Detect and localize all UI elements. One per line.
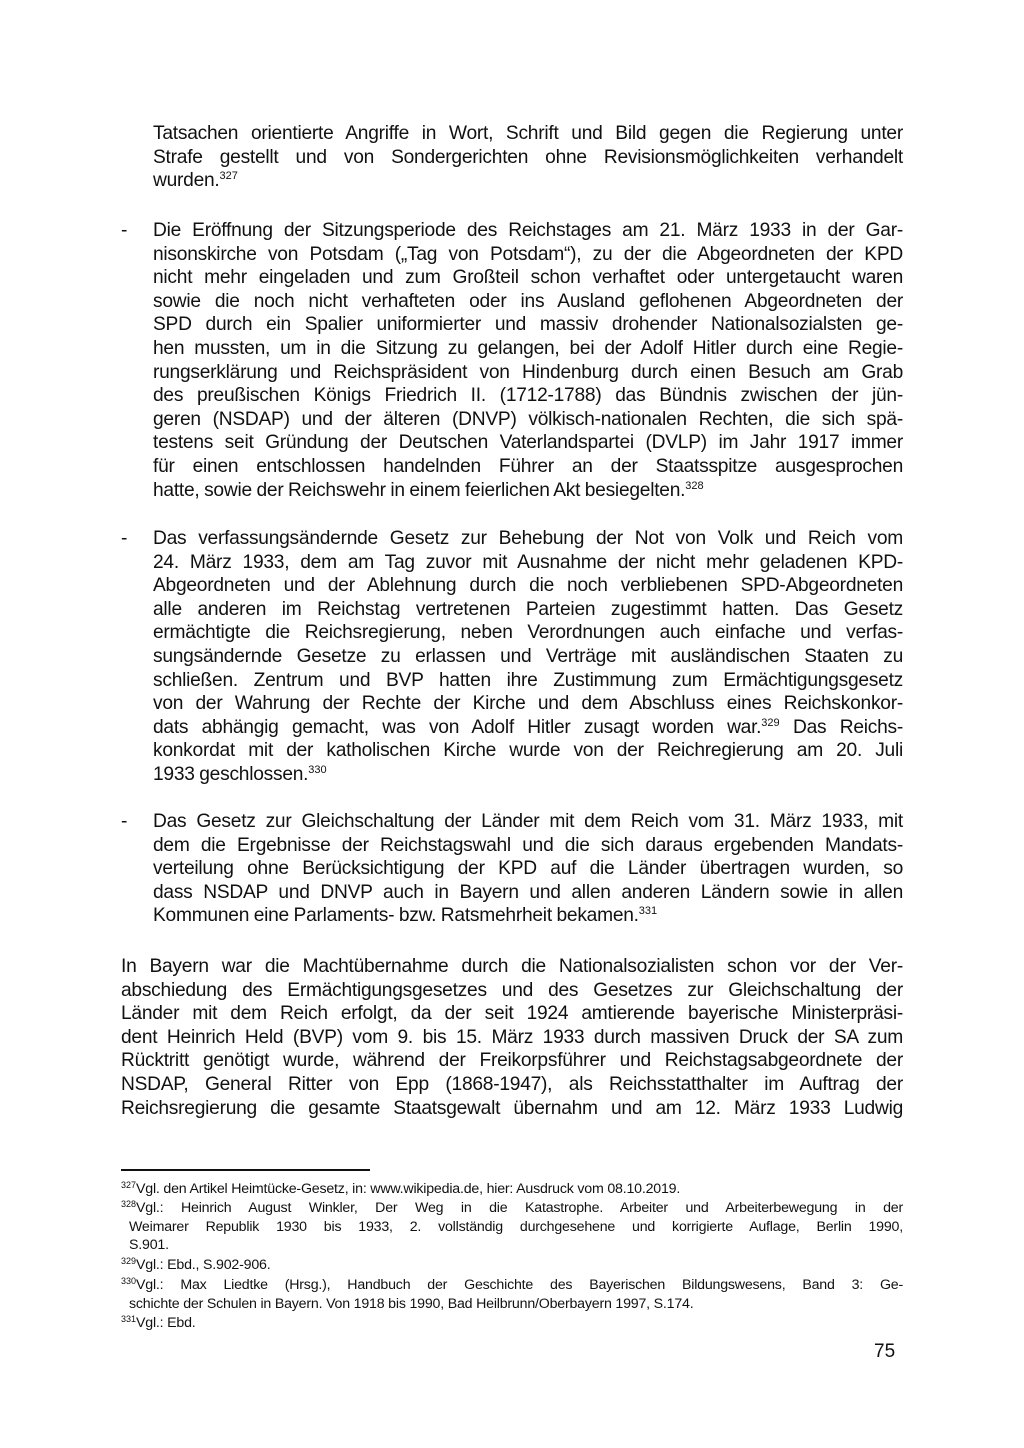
footnote: $^{327}$Vgl. den Artikel Heimtücke-Gesetz, in: www.wikipedia.de, hier: Ausdruck vom 08.10.2019. (121, 1180, 681, 1197)
text-line: von der Wahrung der Rechte der Kirche und dem Abschluss eines Reichskonkor- (153, 693, 903, 715)
bullet-item (153, 219, 903, 502)
text-line: 1933 geschlossen.$^{330}$ (153, 763, 327, 785)
text-line: testens seit Gründung der Deutschen Vaterlandspartei (DVLP) im Jahr 1917 immer (153, 432, 903, 454)
footnote-ref[interactable]: 328 (685, 479, 704, 492)
text-line: Strafe gestellt und von Sondergerichten ohne Revisionsmöglichkeiten verhandelt (153, 146, 903, 168)
text-line: alle anderen im Reichstag vertretenen Parteien zugestimmt hatten. Das Gesetz (153, 598, 903, 620)
text-line: Abgeordneten und der Ablehnung durch die noch verbliebenen SPD-Abgeordneten (153, 575, 903, 597)
text-line: rungserklärung und Reichspräsident von Hindenburg durch einen Besuch am Grab (153, 361, 903, 383)
text-line: hatte, sowie der Reichswehr in einem feierlichen Akt besiegelten.$^{328}$ (153, 479, 704, 501)
bullet-item (153, 527, 903, 787)
footnote-number: 329 (121, 1256, 137, 1266)
text-line: SPD durch ein Spalier uniformierter und massiv drohender Nationalsozialsten ge- (153, 314, 903, 336)
page-number: 75 (874, 1341, 896, 1362)
text-line: konkordat mit der katholischen Kirche wurde von der Reichregierung am 20. Juli (153, 740, 903, 762)
text-line: dats abhängig gemacht, was von Adolf Hitler zusagt worden war.$^{329}$ Das Reichs- (153, 716, 903, 738)
text-line: abschiedung des Ermächtigungsgesetzes und des Gesetzes zur Gleichschaltung der (121, 979, 903, 1001)
footnote-number: 327 (121, 1180, 137, 1190)
footnote-number: 328 (121, 1199, 137, 1209)
bullet-marker: - (121, 220, 128, 241)
text-line: NSDAP, General Ritter von Epp (1868-1947), als Reichsstatthalter im Auftrag der (121, 1073, 903, 1095)
text-line: Länder mit dem Reich erfolgt, da der seit 1924 amtierende bayerische Ministerpräsi- (121, 1003, 903, 1025)
footnote: $^{329}$Vgl.: Ebd., S.902-906. (121, 1256, 271, 1273)
footnote: $^{330}$Vgl.: Max Liedtke (Hrsg.), Handbuch der Geschichte des Bayerischen Bildungswesens, Band 3: Ge- schichte der Schulen in Bayern. Von 1918 bis 1990, Bad Heilbrunn/Oberbayern 1997, S.174. (121, 1276, 903, 1312)
text-line: Tatsachen orientierte Angriffe in Wort, Schrift und Bild gegen die Regierung unter (153, 123, 903, 144)
text-line: Reichsregierung die gesamte Staatsgewalt übernahm und am 12. März 1933 Ludwig (121, 1097, 903, 1119)
footnote-ref[interactable]: 327 (219, 170, 238, 183)
text-line: verteilung ohne Berücksichtigung der KPD auf die Länder übertragen wurden, so (153, 858, 903, 880)
text-line: sowie die noch nicht verhafteten oder ins Ausland geflohenen Abgeordneten der (153, 290, 903, 312)
text-line: wurden.$^{327}$ (153, 170, 238, 192)
text-line: 24. März 1933, dem am Tag zuvor mit Ausnahme der nicht mehr geladenen KPD- (153, 551, 903, 573)
text-line: nicht mehr eingeladen und zum Großteil schon verhaftet oder untergetaucht waren (153, 267, 903, 289)
text-line: In Bayern war die Machtübernahme durch die Nationalsozialisten schon vor der Ver- (121, 956, 903, 977)
footnote-ref[interactable]: 330 (308, 763, 327, 776)
text-line: dass NSDAP und DNVP auch in Bayern und allen anderen Ländern sowie in allen (153, 881, 903, 903)
bullet-marker: - (121, 811, 128, 832)
text-line: Rücktritt genötigt wurde, während der Freikorpsführer und Reichstagsabgeordnete der (121, 1050, 903, 1072)
text-line: dem die Ergebnisse der Reichstagswahl und die sich daraus ergebenden Mandats- (153, 834, 903, 856)
text-line: Das verfassungsändernde Gesetz zur Behebung der Not von Volk und Reich vom (153, 528, 903, 549)
text-line: sungsändernde Gesetze zu erlassen und Verträge mit ausländischen Staaten zu (153, 645, 903, 667)
text-line: nisonskirche von Potsdam („Tag von Potsdam“), zu der die Abgeordneten der KPD (153, 243, 903, 265)
text-line: für einen entschlossen handelnden Führer an der Staatsspitze ausgesprochen (153, 455, 903, 477)
footnote: $^{328}$Vgl.: Heinrich August Winkler, Der Weg in die Katastrophe. Arbeiter und Arbeiterbewegung in der Weimarer Republik 1930 bis 1933, 2. vollständig durchgesehene und korrigierte Auflage, Berlin 1990, S.901. (121, 1199, 903, 1253)
text-line: dent Heinrich Held (BVP) vom 9. bis 15. März 1933 durch massiven Druck der SA zum (121, 1026, 903, 1048)
bullet-item (153, 810, 903, 928)
footnote-number: 331 (121, 1314, 137, 1324)
footnote: $^{331}$Vgl.: Ebd. (121, 1314, 196, 1331)
body-paragraph (121, 955, 903, 1120)
continuation-text (153, 122, 903, 193)
text-line: Das Gesetz zur Gleichschaltung der Länder mit dem Reich vom 31. März 1933, mit (153, 811, 903, 832)
text-line: hen mussten, um in die Sitzung zu gelangen, bei der Adolf Hitler durch eine Regie- (153, 337, 903, 359)
text-line: Kommunen eine Parlaments- bzw. Ratsmehrheit bekamen.$^{331}$ (153, 905, 658, 927)
footnote-ref[interactable]: 331 (638, 905, 658, 918)
text-line: schließen. Zentrum und BVP hatten ihre Zustimmung zum Ermächtigungsgesetz (153, 669, 903, 691)
footnote-ref[interactable]: 329 (761, 716, 780, 729)
text-line: Die Eröffnung der Sitzungsperiode des Reichstages am 21. März 1933 in der Gar- (153, 220, 903, 241)
text-line: ermächtigte die Reichsregierung, neben Verordnungen auch einfache und verfas- (153, 622, 903, 644)
footnote-separator (121, 1169, 370, 1171)
text-line: des preußischen Königs Friedrich II. (1712-1788) das Bündnis zwischen der jün- (153, 385, 903, 407)
footnote-number: 330 (121, 1276, 137, 1286)
bullet-marker: - (121, 528, 128, 549)
text-line: geren (NSDAP) und der älteren (DNVP) völkisch-nationalen Rechten, die sich spä- (153, 408, 903, 430)
